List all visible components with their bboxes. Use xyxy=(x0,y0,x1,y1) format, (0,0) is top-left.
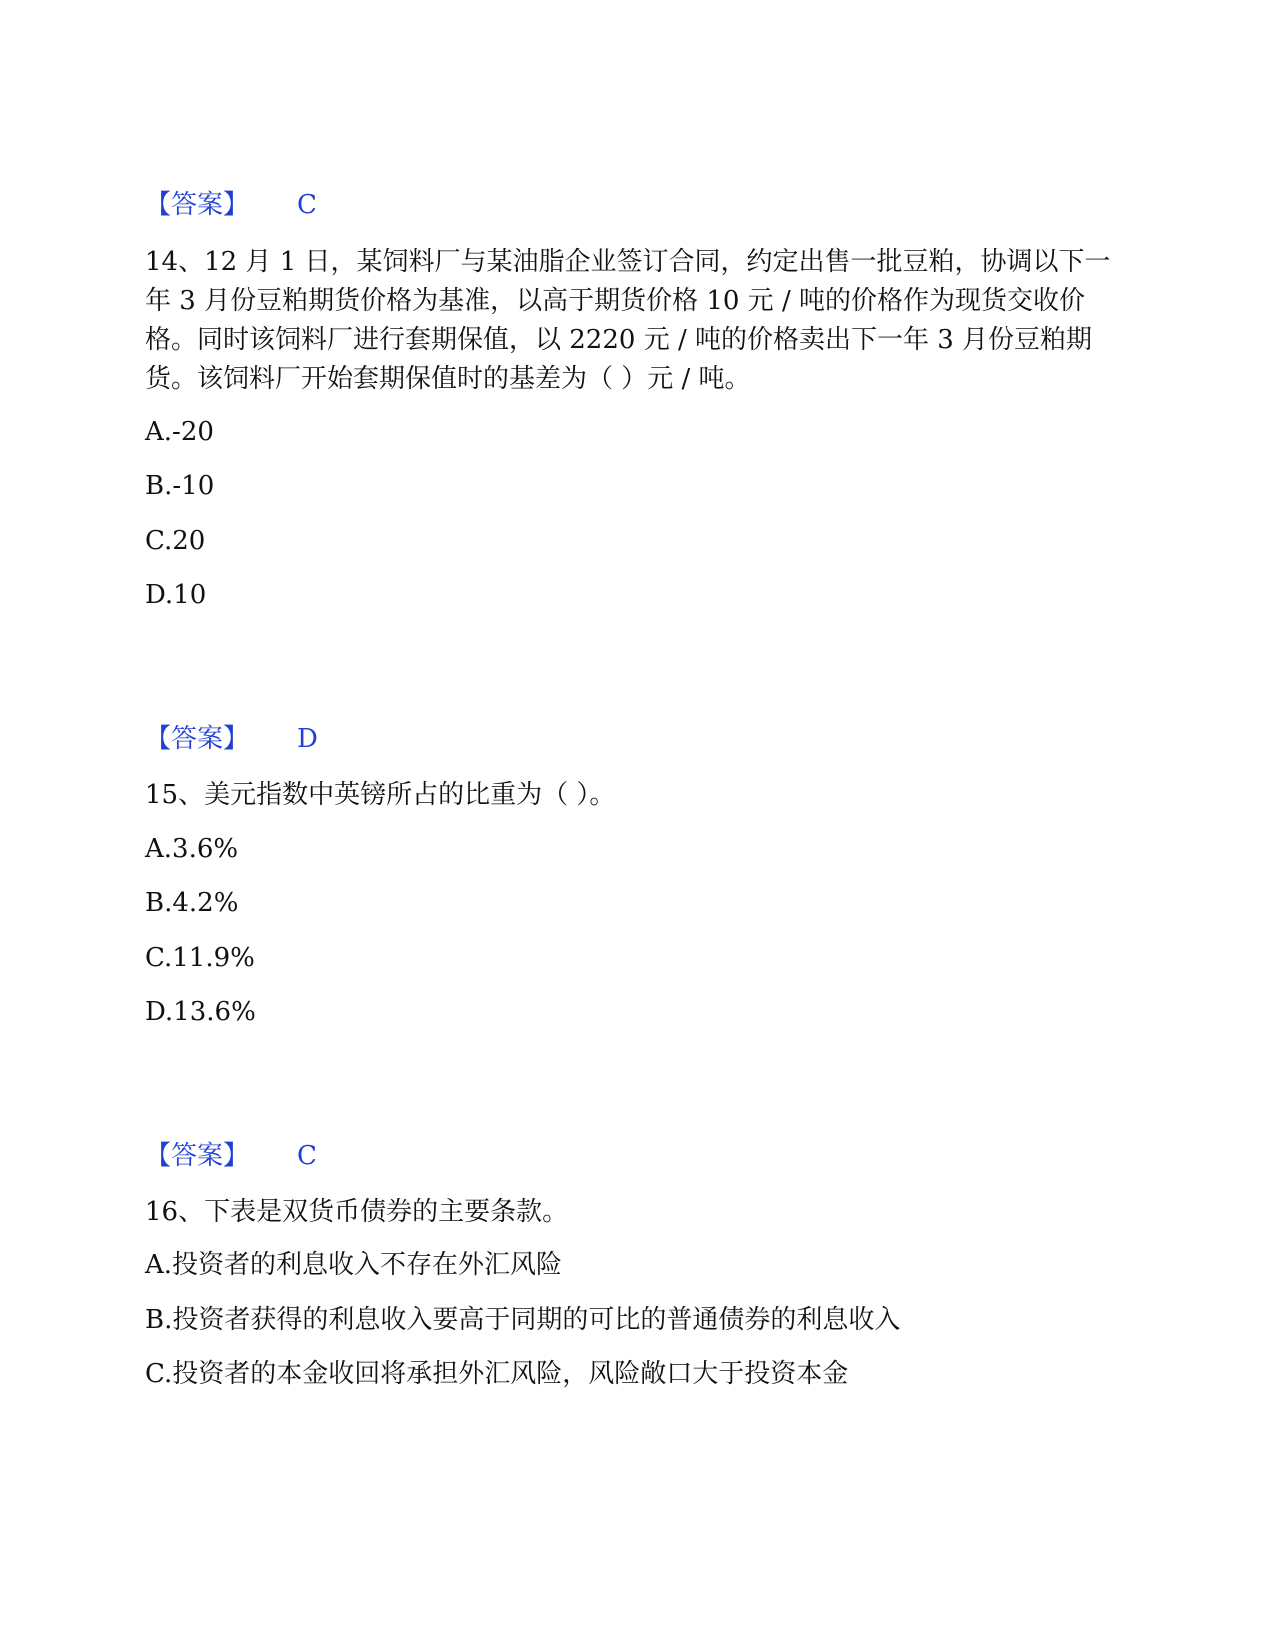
question-15-text: 15、美元指数中英镑所占的比重为（ ）。 xyxy=(145,780,616,810)
question-14-option-c: C.20 xyxy=(145,526,206,556)
answer-label: 【答案】 xyxy=(145,1141,250,1171)
answer-line xyxy=(145,1139,317,1173)
answer-label: 【答案】 xyxy=(145,190,250,220)
answer-line xyxy=(145,722,318,756)
question-16-option-c: C.投资者的本金收回将承担外汇风险，风险敞口大于投资本金 xyxy=(145,1359,849,1389)
question-14-text: 14、12 月 1 日，某饲料厂与某油脂企业签订合同，约定出售一批豆粕，协调以下一年 3 月份豆粕期货价格为基准，以高于期货价格 10 元 / 吨的价格作为现货交收价格。同时该饲料厂进行套期保值，以 2220 元 / 吨的价格卖出下一年 3 月份豆粕期货。该饲料厂开始套期保值时的基差为（ ）元 / 吨。 xyxy=(145,247,1111,394)
question-16-option-a: A.投资者的利息收入不存在外汇风险 xyxy=(145,1250,563,1280)
answer-value: C xyxy=(297,190,317,220)
question-14-option-a: A.-20 xyxy=(145,417,214,447)
answer-label: 【答案】 xyxy=(145,724,250,754)
answer-value: D xyxy=(297,724,318,754)
question-16-option-b: B.投资者获得的利息收入要高于同期的可比的普通债券的利息收入 xyxy=(145,1305,901,1335)
question-16-text: 16、下表是双货币债券的主要条款。 xyxy=(145,1197,569,1227)
question-15-option-c: C.11.9% xyxy=(145,943,255,973)
answer-value: C xyxy=(297,1141,317,1171)
answer-line xyxy=(145,188,317,222)
question-14-option-b: B.-10 xyxy=(145,471,215,501)
question-14-option-d: D.10 xyxy=(145,580,207,610)
question-15-option-b: B.4.2% xyxy=(145,888,239,918)
question-15-option-a: A.3.6% xyxy=(145,834,239,864)
question-15-option-d: D.13.6% xyxy=(145,997,256,1027)
